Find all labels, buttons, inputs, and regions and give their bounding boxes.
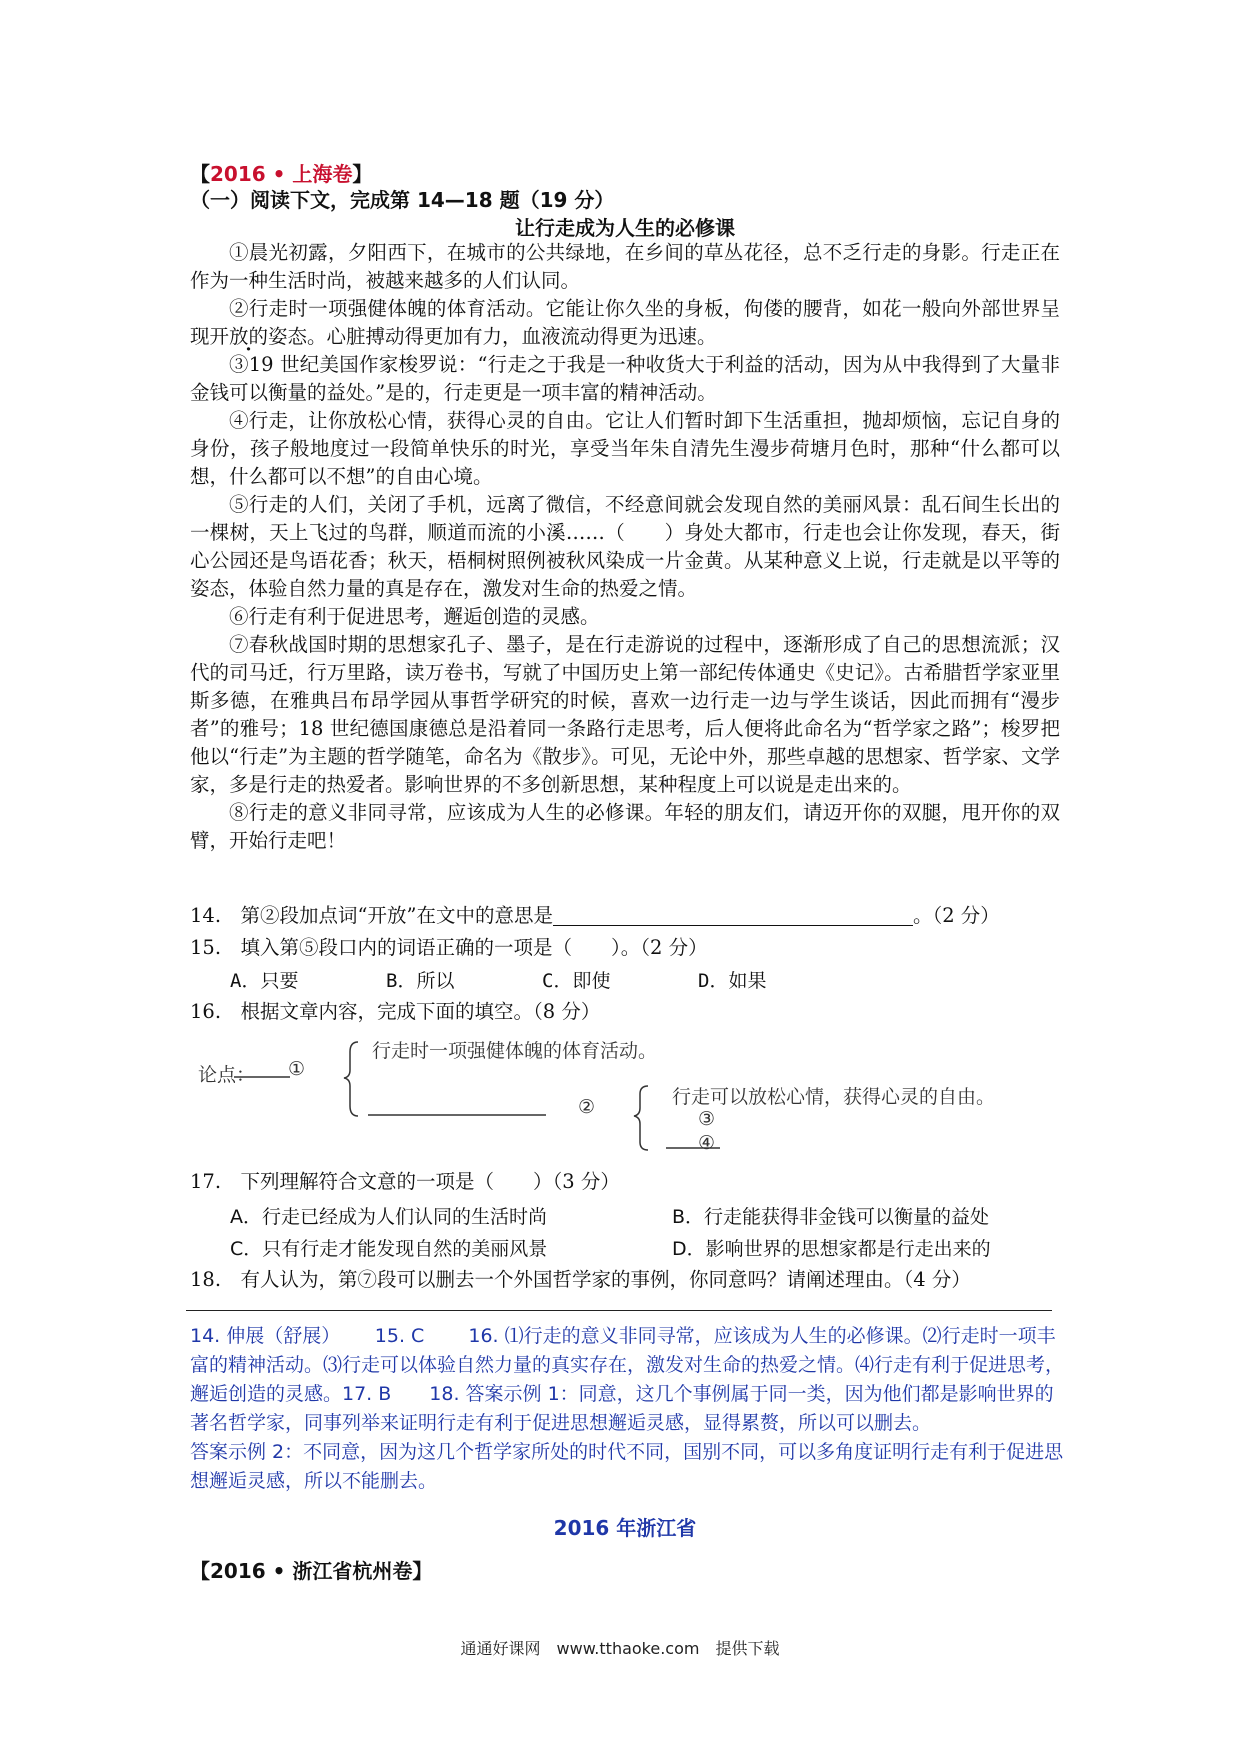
paragraph: ④行走，让你放松心情，获得心灵的自由。它让人们暂时卸下生活重担，抛却烦恼，忘记自身的身份，孩子般地度过一段简单快乐的时光，享受当年朱自清先生漫步荷塘月色时，那种“什么都可以想，什么都可以不想”的自由心境。	[190, 409, 1060, 488]
paragraph: ①晨光初露，夕阳西下，在城市的公共绿地，在乡间的草丛花径，总不乏行走的身影。行走正在作为一种生活时尚，被越来越多的人们认同。	[190, 241, 1060, 292]
exam-tag-label: 2016 • 浙江省杭州卷	[210, 1559, 413, 1583]
article-title: 让行走成为人生的必修课	[515, 216, 735, 240]
outline-diagram	[190, 1036, 1060, 1156]
page-footer: 通通好课网 www.tthaoke.com 提供下载	[460, 1639, 780, 1658]
dotted-word: 开放	[209, 325, 249, 348]
section-heading: （一）阅读下文，完成第 14—18 题（19 分）	[190, 188, 615, 212]
paragraph: ⑧行走的意义非同寻常，应该成为人生的必修课。年轻的朋友们，请迈开你的双腿，甩开你的双臂，开始行走吧！	[190, 801, 1060, 852]
option[interactable]: C．只有行走才能发现自然的美丽风景	[230, 1238, 548, 1260]
marker-2: ②	[578, 1096, 596, 1118]
exam-tag-shanghai: 【2016 • 上海卷】	[190, 162, 373, 186]
question-16: 16. 根据文章内容，完成下面的填空。（8 分）	[190, 1000, 601, 1023]
question-17: 17. 下列理解符合文意的一项是（ ）（3 分）	[190, 1170, 620, 1193]
province-heading: 2016 年浙江省	[553, 1516, 697, 1540]
answer-text: 14. 伸展（舒展） 15. C 16. ⑴行走的意义非同寻常，应该成为人生的必修课。⑵行走时一项丰富的精神活动。⑶行走可以体验自然力量的真实存在，激发对生命的热爱之情。⑷行走有利于促进思考，邂逅创造的灵感。17. B 18. 答案示例 1：同意，这几个事例属于同一类，因为他们都是影响世界的著名哲学家，同事列举来证明行走有利于促进思想邂逅灵感，显得累赘，所以可以删去。	[190, 1325, 1065, 1434]
answer-text: 答案示例 2：不同意，因为这几个哲学家所处的时代不同，国别不同，可以多角度证明行走有利于促进思想邂逅灵感，所以不能删去。	[190, 1441, 1064, 1492]
article-body	[190, 239, 1060, 855]
marker-3: ③	[698, 1108, 716, 1130]
answer-divider	[186, 1310, 1052, 1311]
option[interactable]: A．行走已经成为人们认同的生活时尚	[230, 1206, 547, 1228]
paragraph: ③19 世纪美国作家梭罗说：“行走之于我是一种收货大于利益的活动，因为从中我得到了大量非金钱可以衡量的益处。”是的，行走更是一项丰富的精神活动。	[190, 353, 1060, 404]
exam-tag-hangzhou: 【2016 • 浙江省杭州卷】	[190, 1559, 433, 1583]
question-15-options	[230, 966, 766, 993]
option[interactable]: D．如果	[698, 970, 767, 992]
paragraph: ⑦春秋战国时期的思想家孔子、墨子，是在行走游说的过程中，逐渐形成了自己的思想流派；汉代的司马迁，行万里路，读万卷书，写就了中国历史上第一部纪传体通史《史记》。古希腊哲学家亚里斯多德，在雅典吕布昂学园从事哲学研究的时候，喜欢一边行走一边与学生谈话，因此而拥有“漫步者”的雅号；18 世纪德国康德总是沿着同一条路行走思考，后人便将此命名为“哲学家之路”；梭罗把他以“行走”为主题的哲学随笔，命名为《散步》。可见，无论中外，那些卓越的思想家、哲学家、文学家，多是行走的热爱者。影响世界的不多创新思想，某种程度上可以说是走出来的。	[190, 633, 1060, 796]
option[interactable]: A．只要	[230, 970, 299, 992]
thesis-label: 论点：	[198, 1064, 256, 1086]
question-15: 15. 填入第⑤段口内的词语正确的一项是（ ）。（2 分）	[190, 936, 708, 959]
marker-1: ①	[288, 1058, 306, 1080]
paragraph: ⑥行走有利于促进思考，邂逅创造的灵感。	[229, 605, 600, 628]
option[interactable]: D．影响世界的思想家都是行走出来的	[672, 1238, 991, 1260]
paragraph: ②行走时一项强健体魄的体育活动。它能让你久坐的身板，佝偻的腰背，如花一般向外部世界呈现开放的姿态。心脏搏动得更加有力，血液流动得更为迅速。	[190, 297, 1060, 348]
answer-blank[interactable]	[553, 905, 913, 926]
branch-1: 行走时一项强健体魄的体育活动。	[372, 1040, 658, 1062]
option[interactable]: B．行走能获得非金钱可以衡量的益处	[672, 1206, 990, 1228]
paragraph: ⑤行走的人们，关闭了手机，远离了微信，不经意间就会发现自然的美丽风景：乱石间生长出的一棵树，天上飞过的鸟群，顺道而流的小溪……（ ）身处大都市，行走也会让你发现，春天，街心公园还是鸟语花香；秋天，梧桐树照例被秋风染成一片金黄。从某种意义上说，行走就是以平等的姿态，体验自然力量的真是存在，激发对生命的热爱之情。	[190, 493, 1060, 600]
sub-branch-1: 行走可以放松心情，获得心灵的自由。	[672, 1086, 996, 1108]
exam-tag-label: 2016 • 上海卷	[210, 162, 353, 186]
answer-key	[190, 1322, 1066, 1496]
marker-4: ④	[698, 1132, 716, 1154]
question-18: 18. 有人认为，第⑦段可以删去一个外国哲学家的事例，你同意吗？请阐述理由。（4 分）	[190, 1268, 971, 1291]
option[interactable]: B．所以	[386, 970, 455, 992]
option[interactable]: C．即使	[542, 970, 611, 992]
question-14: 14. 第②段加点词“开放”在文中的意思是 。（2 分）	[190, 904, 1000, 927]
